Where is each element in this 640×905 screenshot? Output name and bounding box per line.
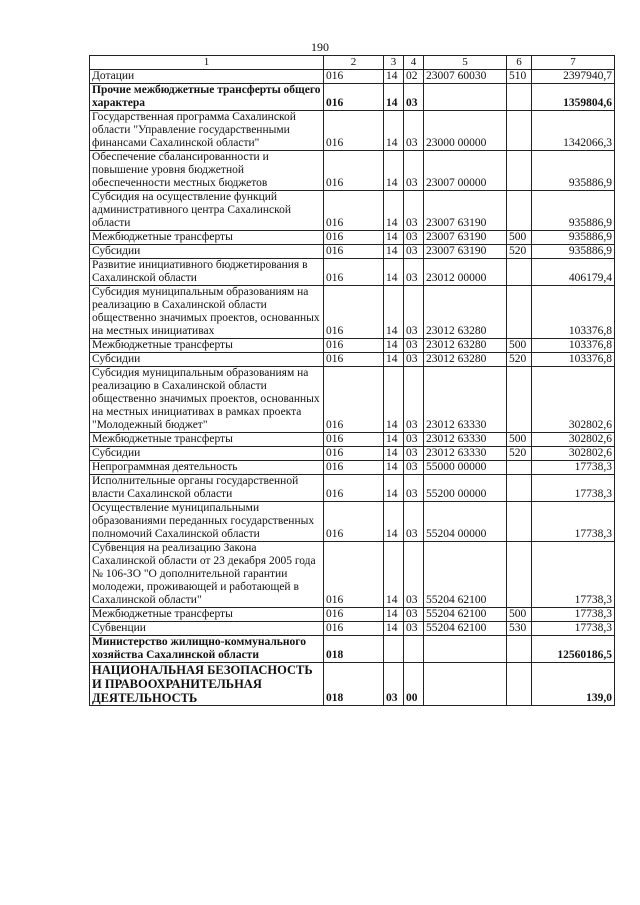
column-header: 2 [324,56,384,70]
column-header: 1 [90,56,324,70]
row-name: Межбюджетные трансферты [90,433,324,447]
row-expense-type: 520 [507,353,532,367]
row-subsection: 03 [404,475,424,502]
row-expense-type: 530 [507,622,532,636]
row-section: 14 [384,231,404,245]
row-target-article: 55000 00000 [424,461,507,475]
row-target-article: 23007 63190 [424,231,507,245]
row-subsection: 03 [404,542,424,608]
row-target-article: 23012 63280 [424,339,507,353]
table-row [90,502,615,542]
row-expense-type [507,151,532,191]
row-subsection: 00 [404,663,424,706]
row-amount: 1342066,3 [532,111,615,151]
row-subsection: 03 [404,231,424,245]
row-amount: 935886,9 [532,245,615,259]
row-name: Субсидии [90,447,324,461]
row-amount: 302802,6 [532,367,615,433]
row-section: 14 [384,70,404,84]
row-amount: 2397940,7 [532,70,615,84]
row-name: Межбюджетные трансферты [90,339,324,353]
row-name: НАЦИОНАЛЬНАЯ БЕЗОПАСНОСТЬ И ПРАВООХРАНИТЕЛЬНАЯ ДЕЯТЕЛЬНОСТЬ [90,663,324,706]
row-amount: 17738,3 [532,475,615,502]
row-subsection: 02 [404,70,424,84]
row-section: 14 [384,339,404,353]
row-admin-code: 016 [324,367,384,433]
row-target-article: 23012 63330 [424,433,507,447]
row-target-article: 23007 63190 [424,191,507,231]
row-section: 14 [384,447,404,461]
row-name: Межбюджетные трансферты [90,608,324,622]
row-name: Обеспечение сбалансированности и повышение уровня бюджетной обеспеченности местных бюджетов [90,151,324,191]
row-expense-type [507,111,532,151]
row-expense-type [507,542,532,608]
table-row [90,447,615,461]
row-subsection: 03 [404,367,424,433]
row-name: Государственная программа Сахалинской области "Управление государственными финансами Сахалинской области" [90,111,324,151]
table-row [90,339,615,353]
table-row [90,636,615,663]
row-expense-type [507,191,532,231]
row-target-article: 55204 62100 [424,608,507,622]
row-amount: 935886,9 [532,191,615,231]
row-expense-type [507,286,532,339]
row-admin-code: 016 [324,286,384,339]
row-subsection: 03 [404,353,424,367]
row-name: Дотации [90,70,324,84]
row-name: Министерство жилищно-коммунального хозяйства Сахалинской области [90,636,324,663]
row-section: 14 [384,191,404,231]
column-header: 3 [384,56,404,70]
row-name: Непрограммная деятельность [90,461,324,475]
row-expense-type [507,636,532,663]
row-subsection: 03 [404,608,424,622]
row-expense-type [507,461,532,475]
table-row [90,622,615,636]
row-subsection: 03 [404,151,424,191]
row-amount: 139,0 [532,663,615,706]
row-amount: 12560186,5 [532,636,615,663]
row-section: 14 [384,353,404,367]
budget-table [89,55,615,706]
row-subsection: 03 [404,245,424,259]
row-section: 14 [384,151,404,191]
row-target-article [424,663,507,706]
table-row [90,151,615,191]
row-expense-type [507,367,532,433]
row-target-article: 23000 00000 [424,111,507,151]
row-admin-code: 018 [324,663,384,706]
row-subsection: 03 [404,461,424,475]
row-name: Субсидии [90,353,324,367]
row-target-article: 55204 00000 [424,502,507,542]
row-subsection: 03 [404,191,424,231]
row-expense-type: 500 [507,608,532,622]
row-admin-code: 016 [324,151,384,191]
row-section: 14 [384,502,404,542]
row-amount: 935886,9 [532,231,615,245]
row-expense-type [507,84,532,111]
row-subsection: 03 [404,259,424,286]
row-subsection: 03 [404,339,424,353]
row-expense-type: 500 [507,433,532,447]
table-row [90,353,615,367]
row-expense-type: 520 [507,245,532,259]
table-row [90,367,615,433]
row-expense-type: 510 [507,70,532,84]
row-admin-code: 016 [324,231,384,245]
row-amount: 103376,8 [532,353,615,367]
table-row [90,608,615,622]
row-section: 14 [384,608,404,622]
table-row [90,542,615,608]
row-section: 14 [384,286,404,339]
table-row [90,475,615,502]
row-target-article [424,636,507,663]
row-expense-type [507,663,532,706]
row-amount: 103376,8 [532,286,615,339]
row-subsection: 03 [404,84,424,111]
row-admin-code: 016 [324,608,384,622]
row-target-article: 55204 62100 [424,542,507,608]
table-row [90,84,615,111]
table-row [90,111,615,151]
row-target-article: 23012 63330 [424,367,507,433]
row-amount: 17738,3 [532,608,615,622]
row-name: Субсидия муниципальным образованиям на реализацию в Сахалинской области общественно значимых проектов, основанных на местных инициативах в рамках проекта "Молодежный бюджет" [90,367,324,433]
row-target-article: 23007 63190 [424,245,507,259]
row-admin-code: 016 [324,461,384,475]
row-name: Субсидии [90,245,324,259]
row-admin-code: 016 [324,353,384,367]
row-section: 14 [384,542,404,608]
row-section: 14 [384,622,404,636]
row-subsection: 03 [404,286,424,339]
row-name: Осуществление муниципальными образованиями переданных государственных полномочий Сахалинской области [90,502,324,542]
row-name: Субсидия муниципальным образованиям на реализацию в Сахалинской области общественно значимых проектов, основанных на местных инициативах [90,286,324,339]
row-amount: 406179,4 [532,259,615,286]
row-target-article: 55204 62100 [424,622,507,636]
row-target-article [424,84,507,111]
row-expense-type: 500 [507,339,532,353]
row-section: 14 [384,84,404,111]
row-admin-code: 016 [324,502,384,542]
row-admin-code: 016 [324,259,384,286]
row-expense-type: 500 [507,231,532,245]
row-admin-code: 016 [324,84,384,111]
table-row [90,433,615,447]
table-row [90,231,615,245]
row-amount: 103376,8 [532,339,615,353]
row-admin-code: 016 [324,542,384,608]
row-section: 03 [384,663,404,706]
row-subsection: 03 [404,111,424,151]
row-admin-code: 016 [324,70,384,84]
table-row [90,461,615,475]
row-admin-code: 016 [324,191,384,231]
row-admin-code: 016 [324,475,384,502]
row-subsection [404,636,424,663]
table-row [90,663,615,706]
row-expense-type: 520 [507,447,532,461]
row-name: Исполнительные органы государственной власти Сахалинской области [90,475,324,502]
table-body [90,56,615,706]
column-header: 4 [404,56,424,70]
row-amount: 302802,6 [532,447,615,461]
row-name: Развитие инициативного бюджетирования в Сахалинской области [90,259,324,286]
row-admin-code: 016 [324,622,384,636]
row-name: Прочие межбюджетные трансферты общего характера [90,84,324,111]
row-target-article: 23012 63330 [424,447,507,461]
row-section: 14 [384,259,404,286]
row-subsection: 03 [404,447,424,461]
row-expense-type [507,502,532,542]
row-target-article: 23012 63280 [424,286,507,339]
row-section: 14 [384,367,404,433]
column-header: 5 [424,56,507,70]
row-admin-code: 016 [324,447,384,461]
table-row [90,259,615,286]
row-admin-code: 016 [324,245,384,259]
row-name: Субвенция на реализацию Закона Сахалинской области от 23 декабря 2005 года № 106-ЗО "О дополнительной гарантии молодежи, проживающей и работающей в Сахалинской области" [90,542,324,608]
page-number: 190 [311,40,329,54]
row-amount: 1359804,6 [532,84,615,111]
row-name: Субсидия на осуществление функций административного центра Сахалинской области [90,191,324,231]
row-amount: 17738,3 [532,622,615,636]
row-admin-code: 016 [324,339,384,353]
row-section [384,636,404,663]
row-amount: 17738,3 [532,502,615,542]
row-amount: 935886,9 [532,151,615,191]
row-expense-type [507,259,532,286]
row-target-article: 23012 00000 [424,259,507,286]
row-subsection: 03 [404,433,424,447]
table-row [90,245,615,259]
table-row [90,286,615,339]
row-section: 14 [384,245,404,259]
row-section: 14 [384,433,404,447]
row-expense-type [507,475,532,502]
row-admin-code: 016 [324,433,384,447]
row-admin-code: 018 [324,636,384,663]
row-section: 14 [384,475,404,502]
table-row [90,191,615,231]
row-target-article: 23007 00000 [424,151,507,191]
row-section: 14 [384,461,404,475]
row-subsection: 03 [404,502,424,542]
column-header: 7 [532,56,615,70]
table-header-row [90,56,615,70]
row-target-article: 23007 60030 [424,70,507,84]
column-header: 6 [507,56,532,70]
row-target-article: 23012 63280 [424,353,507,367]
row-name: Межбюджетные трансферты [90,231,324,245]
row-target-article: 55200 00000 [424,475,507,502]
row-amount: 17738,3 [532,542,615,608]
row-name: Субвенции [90,622,324,636]
row-amount: 17738,3 [532,461,615,475]
row-section: 14 [384,111,404,151]
row-amount: 302802,6 [532,433,615,447]
table-row [90,70,615,84]
row-subsection: 03 [404,622,424,636]
row-admin-code: 016 [324,111,384,151]
